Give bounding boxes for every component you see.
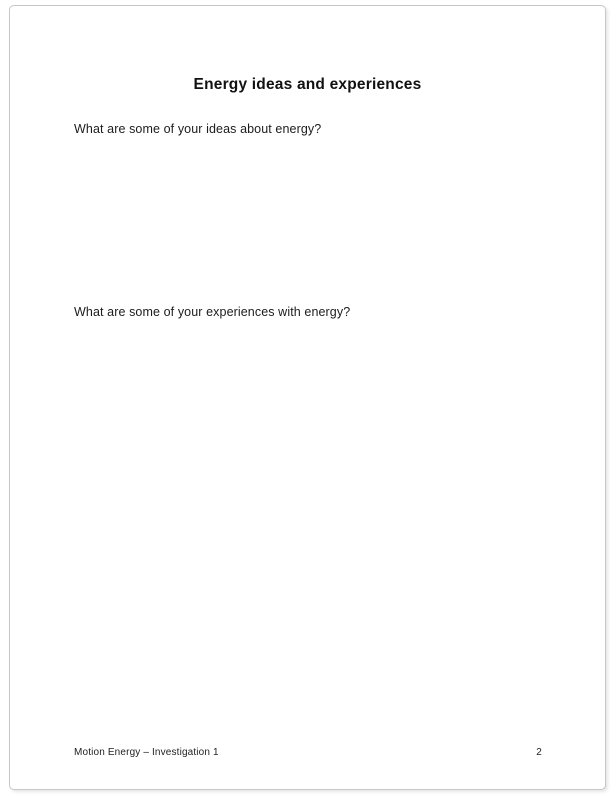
- footer-document-title: Motion Energy – Investigation 1: [74, 747, 219, 758]
- question-experiences: What are some of your experiences with energy?: [74, 305, 351, 319]
- question-ideas: What are some of your ideas about energy?: [74, 122, 322, 136]
- page-title: Energy ideas and experiences: [193, 76, 422, 93]
- page-footer: [74, 747, 542, 758]
- document-page: [9, 5, 606, 790]
- page-number: 2: [536, 747, 542, 758]
